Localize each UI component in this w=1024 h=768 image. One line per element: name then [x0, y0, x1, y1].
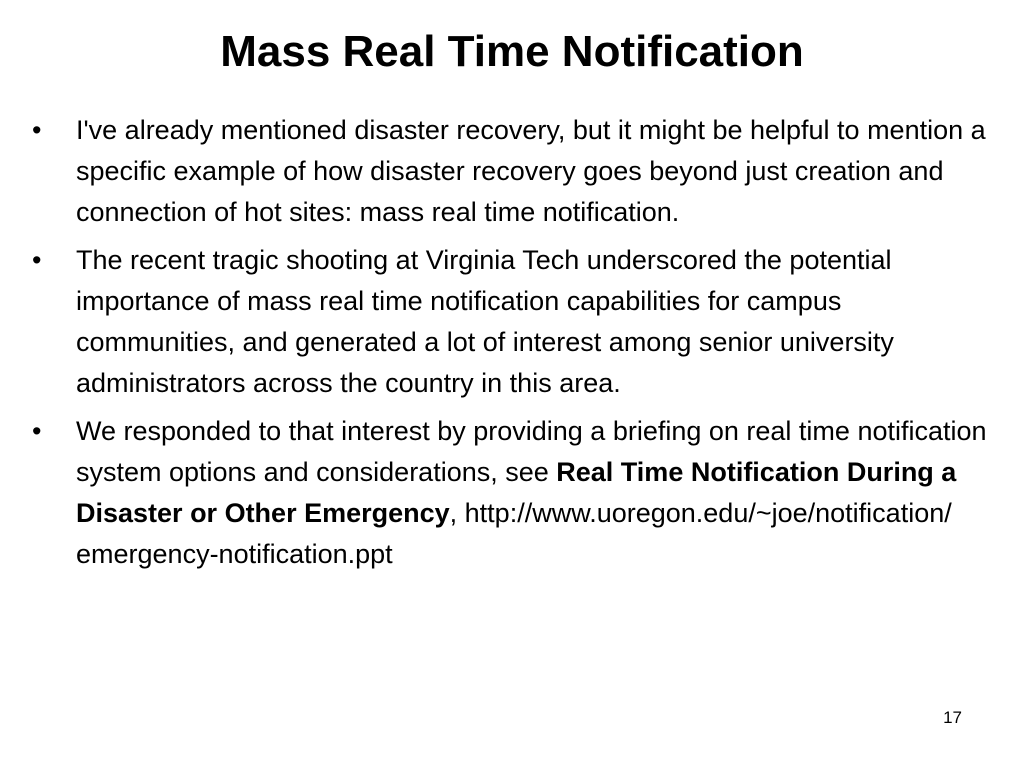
bullet-list: [30, 110, 990, 582]
bullet-text: I've already mentioned disaster recovery, but it might be helpful to mention a specific example of how disaster recovery goes beyond just creation and connection of hot sites: mass real time notification.: [76, 115, 986, 227]
bullet-text: The recent tragic shooting at Virginia Tech underscored the potential importance of mass real time notification capabilities for campus communities, and generated a lot of interest among senior university administrators across the country in this area.: [76, 245, 894, 398]
briefing-url-text: , http://www.uoregon.edu/~joe/notification/ emergency-notification.ppt: [76, 498, 952, 569]
page-number: 17: [943, 708, 962, 727]
bullet-marker: •: [32, 416, 42, 446]
bullet-item-virginia-tech: [30, 240, 990, 404]
bullet-text-intro: We responded to that interest by providing a briefing on real time notification system options and considerations, see: [76, 416, 987, 487]
bullet-item-briefing: [30, 411, 990, 575]
slide-title: Mass Real Time Notification: [220, 27, 804, 76]
bullet-marker: •: [32, 245, 42, 275]
bullet-item-disaster-recovery: [30, 110, 990, 233]
bullet-marker: •: [32, 115, 42, 145]
briefing-title: Real Time Notification During a Disaster or Other Emergency: [76, 457, 957, 528]
